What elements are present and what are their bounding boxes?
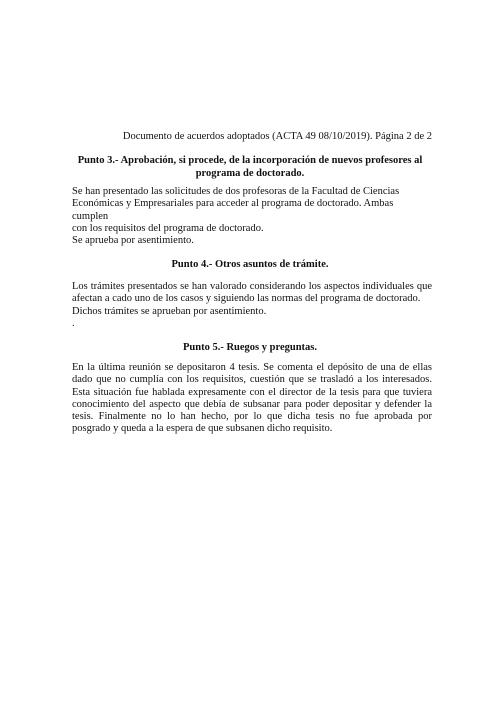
punto5-title: Punto 5.- Ruegos y preguntas. (183, 342, 317, 353)
punto5-paragraph: En la última reunión se depositaron 4 tesis. Se comenta el depósito de una de ellas dado que no cumplía con los requisitos, cuestión que se trasladó a los interesados. Esta situación fue hablada expresamente con el director de la tesis para que tuviera conocimiento del aspecto que debía de subsanar para poder depositar y defender la tesis. Finalmente no lo han hecho, por lo que dicha tesis no fue aprobada por posgrado y queda a la espera de que subsanen dicho requisito. (72, 362, 432, 435)
punto3-line-1: Se han presentado las solicitudes de dos profesoras de la Facultad de Ciencias (72, 186, 400, 197)
punto4-title: Punto 4.- Otros asuntos de trámite. (171, 259, 329, 270)
punto5-body (72, 362, 432, 436)
punto3-line-3: con los requisitos del programa de doctorado. (72, 222, 264, 234)
punto4-paragraph: Los trámites presentados se han valorado considerando los aspectos individuales que afectan a cado uno de los casos y siguiendo las normas del programa de doctorado. (72, 281, 432, 305)
punto3-line-2: Económicas y Empresariales para acceder al programa de doctorado. Ambas cumplen (72, 198, 394, 222)
punto3-body (72, 186, 432, 247)
punto4-body (72, 281, 432, 330)
punto3-title: Punto 3.- Aprobación, si procede, de la incorporación de nuevos profesores al programa de doctorado. (77, 155, 423, 179)
punto4-line-2: Dichos trámites se aprueban por asentimiento. (72, 305, 267, 317)
punto4-dot: . (72, 317, 75, 329)
page-header: Documento de acuerdos adoptados (ACTA 49 08/10/2019). Página 2 de 2 (122, 131, 432, 142)
punto3-line-4: Se aprueba por asentimiento. (72, 235, 194, 247)
